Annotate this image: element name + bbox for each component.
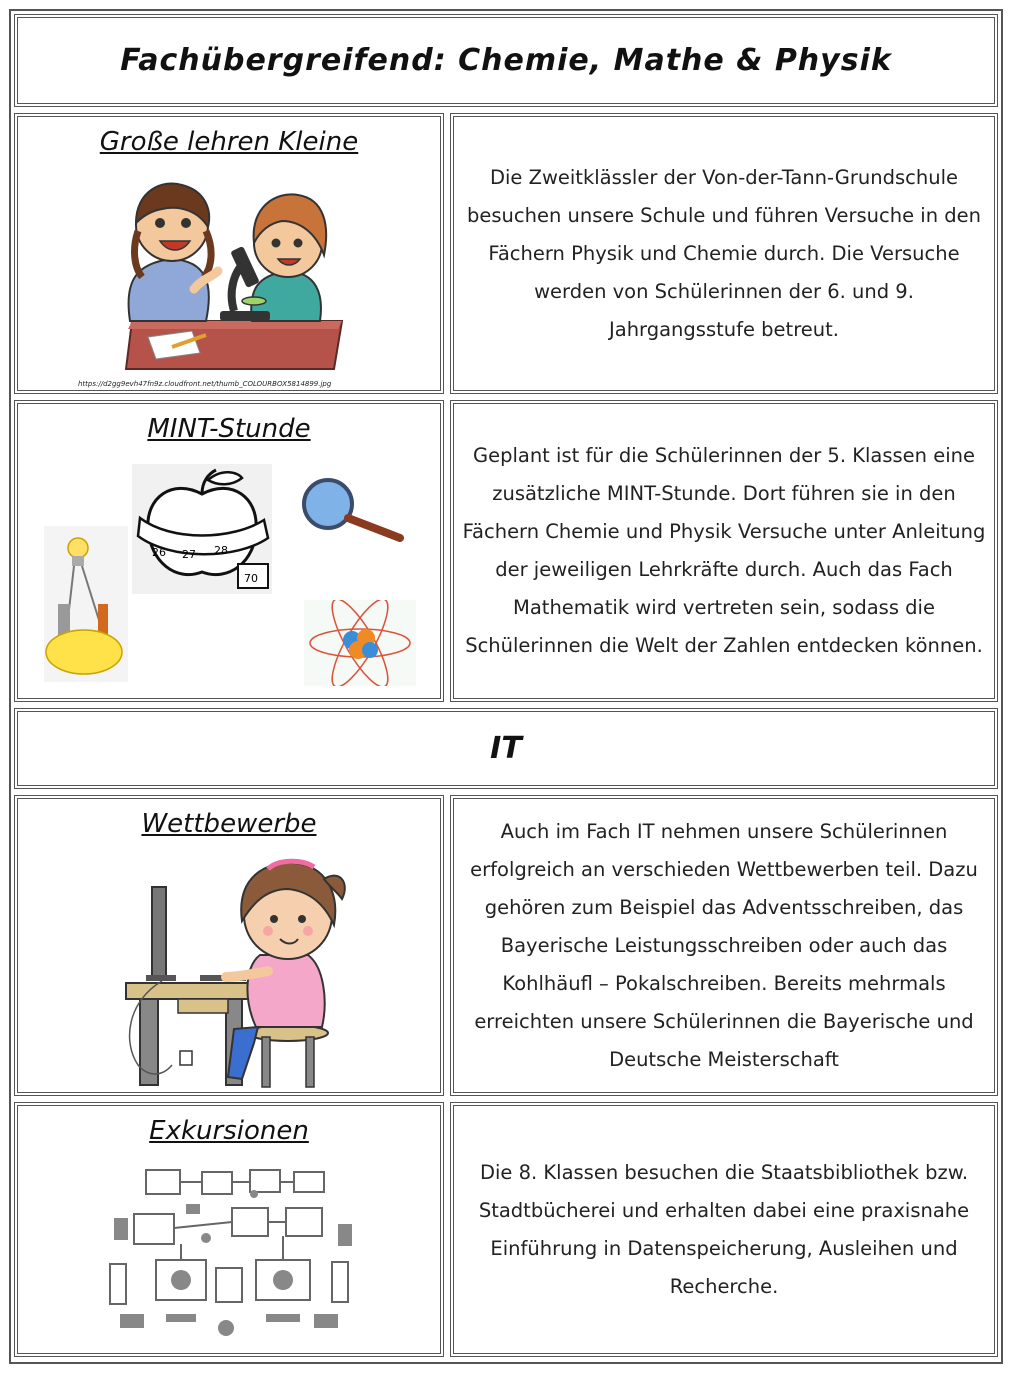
chem-header <box>14 14 998 107</box>
computer-network-illustration <box>106 1164 356 1344</box>
exkursionen-text-cell <box>450 1102 998 1357</box>
exkursionen-title: Exkursionen <box>149 1116 309 1146</box>
mint-image-cell <box>14 400 444 702</box>
mint-text: Geplant ist für die Schülerinnen der 5. Klassen eine zusätzliche MINT-Stunde. Dort führen sie in den Fächern Chemie und Physik Versuche unter Anleitung der jeweiligen Lehrkräfte durch. Auch das Fach Mathematik wird vertreten sein, sodass die Schülerinnen die Welt der Zahlen entdecken können. <box>462 444 986 657</box>
wettbewerbe-title: Wettbewerbe <box>141 809 317 839</box>
mint-title: MINT-Stunde <box>147 414 311 444</box>
tape-label-1: 26 <box>152 546 166 559</box>
chem-header-title: Fachübergreifend: Chemie, Mathe & Physik <box>120 43 892 78</box>
exkursionen-image-cell <box>14 1102 444 1357</box>
apple-measuring-tape-icon <box>132 464 272 594</box>
tape-label-2: 27 <box>182 548 196 561</box>
grosse-text: Die Zweitklässler der Von-der-Tann-Grundschule besuchen unsere Schule und führen Versuche in den Fächern Physik und Chemie durch. Die Versuche werden von Schülerinnen der 6. und 9. Jahrgangsstufe betreut. <box>467 165 981 341</box>
it-header <box>14 708 998 789</box>
wettbewerbe-text-cell <box>450 795 998 1096</box>
wettbewerbe-text: Auch im Fach IT nehmen unsere Schülerinnen erfolgreich an verschieden Wettbewerben teil. Dazu gehören zum Beispiel das Adventsschreiben, das Bayerische Leistungsschreiben oder auch das Kohlhäufl – Pokalschreiben. Bereits mehrmals erreichten unsere Schülerinnen die Bayerische und Deutsche Meisterschaft <box>470 819 978 1071</box>
tape-label-4: 70 <box>244 572 258 585</box>
lightbulb-lemon-icon <box>44 526 128 682</box>
atom-icon <box>304 600 416 686</box>
tape-label-3: 28 <box>214 544 228 557</box>
grosse-image-cell <box>14 113 444 394</box>
girl-at-computer-illustration <box>118 851 348 1091</box>
magnifying-glass-icon <box>300 476 410 546</box>
grosse-image-caption: https://d2gg9evh47fn9z.cloudfront.net/thumb_COLOURBOX5814899.jpg <box>78 380 332 388</box>
exkursionen-text: Die 8. Klassen besuchen die Staatsbibliothek bzw. Stadtbücherei und erhalten dabei eine praxisnahe Einführung in Datenspeicherung, Ausleihen und Recherche. <box>478 1160 970 1298</box>
wettbewerbe-image-cell <box>14 795 444 1096</box>
it-header-title: IT <box>490 731 522 766</box>
mint-text-cell <box>450 400 998 702</box>
kids-microscope-illustration <box>102 171 362 371</box>
grosse-title: Große lehren Kleine <box>99 127 359 157</box>
grosse-text-cell <box>450 113 998 394</box>
